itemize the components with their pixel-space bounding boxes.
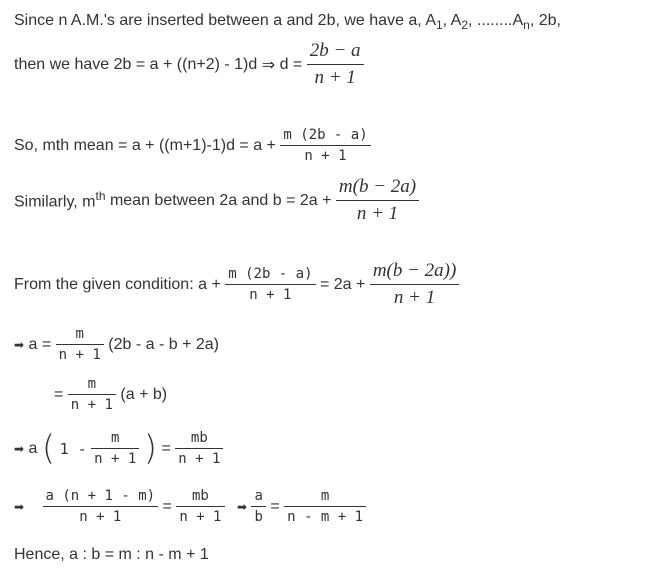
left-paren: ( xyxy=(41,428,56,469)
fraction-l9-1 xyxy=(43,488,159,525)
arrow-icon: ➡ xyxy=(236,499,248,514)
arrow-icon: ➡ xyxy=(14,441,25,456)
conclusion-text: Hence, a : b = m : n - m + 1 xyxy=(14,546,209,563)
sub-n: n xyxy=(523,18,530,33)
fraction-l9-3-den: b xyxy=(254,509,263,525)
line-8-one: 1 - xyxy=(59,439,87,458)
fraction-l8-rhs-den: n + 1 xyxy=(178,451,221,467)
arrow-icon: ➡ xyxy=(14,337,25,352)
line-7 xyxy=(54,376,167,413)
line-2-text: then we have 2b = a + ((n+2) - 1)d xyxy=(14,55,258,73)
line-8-a: a xyxy=(28,439,38,457)
fraction-d xyxy=(307,40,364,89)
fraction-l8-num: m xyxy=(91,430,139,449)
fraction-mth-den: n + 1 xyxy=(304,148,347,164)
fraction-l8-den: n + 1 xyxy=(94,451,137,467)
line-1-c1: , A xyxy=(442,12,462,29)
fraction-l8 xyxy=(91,430,139,467)
fraction-l8-rhs-num: mb xyxy=(175,430,223,449)
line-8 xyxy=(14,430,223,467)
fraction-l9-4 xyxy=(284,488,366,525)
fraction-cond-1-den: n + 1 xyxy=(249,287,292,303)
line-1-c2: , ........A xyxy=(468,12,524,29)
line-9-eq2: = xyxy=(270,497,280,515)
fraction-d-num: 2b − a xyxy=(307,40,364,65)
fraction-l6 xyxy=(56,326,104,363)
fraction-l9-1-num: a (n + 1 - m) xyxy=(43,488,159,507)
line-10 xyxy=(14,546,209,564)
fraction-similar xyxy=(336,176,419,225)
line-4-pre xyxy=(14,189,106,211)
line-1 xyxy=(14,12,561,32)
line-8-eq: = xyxy=(161,439,171,457)
line-6 xyxy=(14,326,219,363)
fraction-l6-den: n + 1 xyxy=(58,347,101,363)
line-4-post: mean between 2a and b = 2a + xyxy=(109,191,332,209)
fraction-l9-4-den: n - m + 1 xyxy=(287,509,364,525)
fraction-l9-3-num: a xyxy=(251,488,265,507)
fraction-similar-num: m(b − 2a) xyxy=(336,176,419,201)
line-9-eq1: = xyxy=(162,497,172,515)
sup-th: th xyxy=(95,189,106,204)
fraction-l9-2-den: n + 1 xyxy=(179,509,222,525)
line-4 xyxy=(14,176,419,225)
line-5 xyxy=(14,260,459,309)
fraction-mth-num: m (2b - a) xyxy=(280,127,370,146)
fraction-l9-3 xyxy=(251,488,265,525)
line-2 xyxy=(14,40,364,89)
fraction-l9-2 xyxy=(176,488,224,525)
fraction-cond-1-num: m (2b - a) xyxy=(225,266,315,285)
line-5-mid: = 2a + xyxy=(319,275,366,293)
fraction-l9-1-den: n + 1 xyxy=(79,509,122,525)
fraction-l8-rhs xyxy=(175,430,223,467)
line-3-text: So, mth mean = a + ((m+1)-1)d = a + xyxy=(14,136,276,154)
fraction-cond-2-num: m(b − 2a)) xyxy=(370,260,460,285)
fraction-l9-2-num: mb xyxy=(176,488,224,507)
line-1-text: Since n A.M.'s are inserted between a and 2b, we have a, A xyxy=(14,12,436,29)
right-paren: ) xyxy=(143,428,158,469)
fraction-l7-den: n + 1 xyxy=(70,397,113,413)
line-3 xyxy=(14,127,371,164)
line-6-post: (2b - a - b + 2a) xyxy=(108,335,219,353)
sub-2: 2 xyxy=(461,18,469,33)
arrow-icon: ➡ xyxy=(14,499,25,514)
fraction-l7 xyxy=(68,376,116,413)
fraction-d-den: n + 1 xyxy=(314,67,356,88)
fraction-l9-4-num: m xyxy=(284,488,366,507)
sub-1: 1 xyxy=(435,18,443,33)
line-6-pre: a = xyxy=(28,335,52,353)
fraction-cond-1 xyxy=(225,266,315,303)
line-7-post: (a + b) xyxy=(120,385,168,403)
line-4-pre-text: Similarly, m xyxy=(14,193,96,211)
line-7-pre: = xyxy=(54,385,64,403)
fraction-cond-2 xyxy=(370,260,460,309)
line-5-pre: From the given condition: a + xyxy=(14,275,221,293)
fraction-similar-den: n + 1 xyxy=(356,203,399,224)
fraction-mth xyxy=(280,127,370,164)
line-1-end: , 2b, xyxy=(529,12,561,29)
line-9 xyxy=(14,488,366,525)
d-equals: d = xyxy=(279,55,303,73)
fraction-l7-num: m xyxy=(68,376,116,395)
fraction-cond-2-den: n + 1 xyxy=(393,287,436,308)
implies-arrow: ⇒ xyxy=(261,55,276,74)
fraction-l6-num: m xyxy=(56,326,104,345)
